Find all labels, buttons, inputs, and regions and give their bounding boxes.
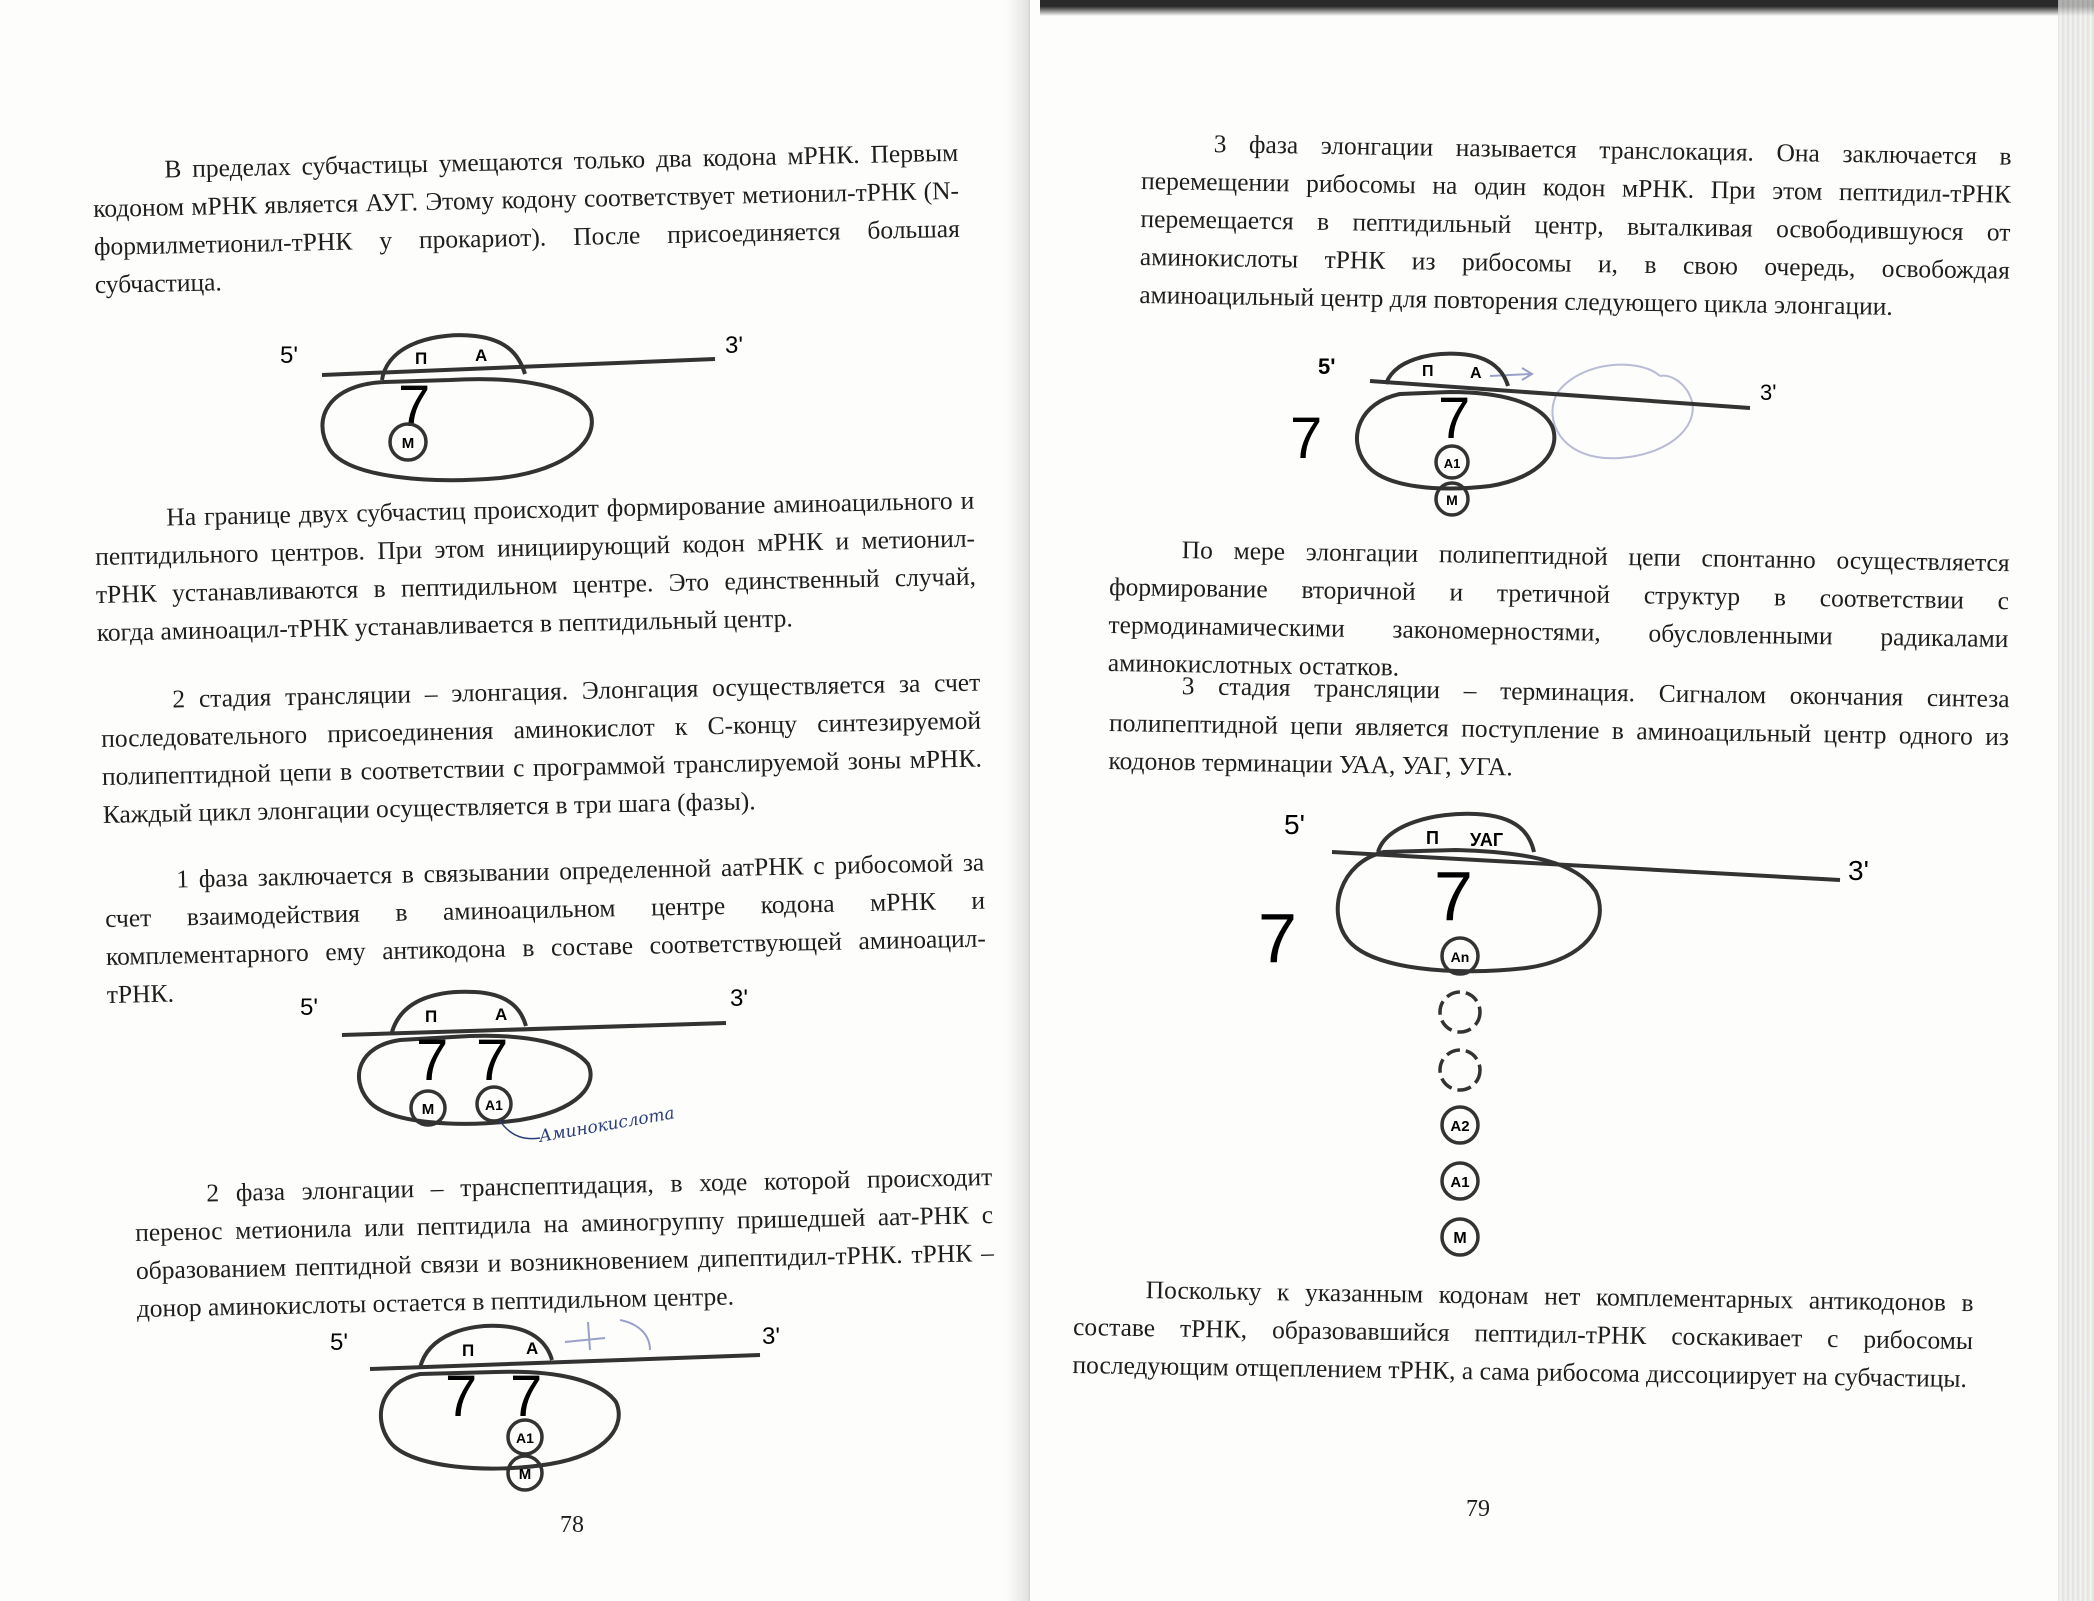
- three-prime-label: 3': [762, 1323, 780, 1350]
- amino-label-a1: А1: [485, 1097, 503, 1113]
- ribosome-diagram-initiation: [270, 328, 750, 490]
- three-prime-label: 3': [725, 332, 743, 359]
- site-p-label: П: [462, 1341, 475, 1360]
- three-prime-label: 3': [730, 985, 748, 1012]
- trna-symbol-a: 7: [510, 1364, 543, 1429]
- paragraph-termination: 3 стадия трансляции – терминация. Сигналом окончания синтеза полипептидной цепи является поступление в аминоацильный центр одного из кодонов терминации УАА, УАГ, УГА.: [1108, 671, 2010, 782]
- site-a-label: А: [1470, 365, 1482, 382]
- trna-symbol-ejected: 7: [1290, 406, 1323, 471]
- scan-top-edge: [1040, 0, 2094, 16]
- ribosome-diagram-phase1: [290, 960, 770, 1150]
- amino-label-an: Аn: [1450, 949, 1470, 965]
- amino-label-a2: А2: [1450, 1118, 1470, 1135]
- site-a-label: А: [475, 346, 488, 365]
- five-prime-label: 5': [300, 994, 318, 1021]
- trna-symbol-p: 7: [1438, 386, 1471, 451]
- mrna-strand: [342, 1023, 726, 1035]
- mrna-strand: [1332, 852, 1840, 880]
- trna-symbol: 7: [398, 374, 431, 439]
- left-page: [0, 0, 1030, 1601]
- site-a-label: А: [495, 1005, 508, 1024]
- circle-blank-2: [1440, 1050, 1480, 1090]
- amino-label-a1: А1: [1450, 1174, 1470, 1191]
- page-edges: [2058, 0, 2094, 1601]
- circle-blank-1: [1440, 992, 1480, 1032]
- stop-codon-label: УАГ: [1470, 830, 1504, 850]
- three-prime-label: 3': [1760, 380, 1777, 405]
- page-number: 79: [1466, 1496, 1490, 1522]
- small-subunit: [359, 1036, 591, 1124]
- page-number: 78: [560, 1512, 584, 1538]
- site-p-label: П: [425, 1007, 438, 1026]
- paragraph-elongation: 2 стадия трансляции – элонгация. Элонгация осуществляется за счет последовательного присоединения аминокислот к С-концу синтезируемой полипептидной цепи в соответствии с программой транслируемой зоны мРНК. Каждый цикл элонгации осуществляется в три шага (фазы).: [100, 667, 983, 829]
- paragraph-phase-2: 2 фаза элонгации – транспептидация, в ходе которой происходит перенос метионила или пептидила на аминогруппу пришедшей аат-РНК с образованием пептидной связи и возникновением дипептидил-тРНК. тРНК – донор аминокислоты остается в пептидильном центре.: [134, 1162, 995, 1323]
- paragraph-centers-formation: На границе двух субчастиц происходит формирование аминоацильного и пептидильного центров. При этом инициирующий кодон мРНК и метионил-тРНК устанавливаются в пептидильном центре. Это единственный случай, когда аминоацил-тРНК устанавливается в пептидильный центр.: [94, 485, 977, 647]
- small-subunit: [381, 1372, 619, 1469]
- trna-symbol-p: 7: [416, 1028, 449, 1093]
- handwritten-ribosome-outline: [1552, 365, 1692, 459]
- paragraph-phase-3: 3 фаза элонгации называется транслокация. Она заключается в перемещении рибосомы на один кодон мРНК. При этом пептидил-тРНК перемещается в пептидильный центр, выталкивая освободившуюся от аминокислоты тРНК из рибосомы и, в свою очередь, освобождая аминоацильный центр для повторения следующего цикла элонгации.: [1139, 129, 2012, 321]
- three-prime-label: 3': [1848, 855, 1869, 886]
- ribosome-diagram-translocation: [1290, 346, 1810, 526]
- ribosome-diagram-termination: [1256, 800, 1896, 1270]
- trna-symbol-p: 7: [445, 1364, 478, 1429]
- amino-label-a1: А1: [516, 1430, 534, 1446]
- site-a-label: А: [526, 1339, 539, 1358]
- ribosome-diagram-phase2: [320, 1310, 800, 1520]
- paragraph-dissociation: Поскольку к указанным кодонам нет комплементарных антикодонов в составе тРНК, образовавшийся пептидил-тРНК соскакивает с рибосомы последующим отщеплением тРНК, а сама рибосома диссоциирует на субчастицы.: [1072, 1275, 1974, 1394]
- paragraph-secondary-structure: По мере элонгации полипептидной цепи спонтанно осуществляется формирование вторичной и третичной структур в соответствии с термодинамическими закономерностями, обусловленными радикалами аминокислотных остатков.: [1107, 535, 2010, 682]
- amino-label-a1: А1: [1443, 456, 1461, 471]
- paragraph-subunit-codons: В пределах субчастицы умещаются только два кодона мРНК. Первым кодоном мРНК является АУГ. Этому кодону соответствует метионил-тРНК (N-формилметионил-тРНК у прокариот). После присоединяется большая субчастица.: [92, 137, 961, 299]
- amino-label-m: М: [518, 1466, 532, 1483]
- amino-label-m: М: [1446, 492, 1458, 508]
- paragraph-phase-1: 1 фаза заключается в связывании определенной аатРНК с рибосомой за счет взаимодействия в аминоацильном центре кодона мРНК и комплементарного ему антикодона в составе соответствующей аминоацил-тРНК.: [104, 847, 987, 1009]
- handwritten-note: Аминокислота: [537, 1103, 677, 1147]
- right-page: [1030, 0, 2094, 1601]
- amino-label-m: М: [401, 435, 415, 452]
- amino-label-m: М: [421, 1101, 435, 1118]
- five-prime-label: 5': [280, 342, 298, 369]
- site-p-label: П: [1426, 828, 1439, 848]
- large-subunit: [1378, 814, 1534, 852]
- site-p-label: П: [415, 349, 428, 368]
- mrna-strand: [370, 1355, 760, 1369]
- site-p-label: П: [1422, 363, 1434, 380]
- handwritten-scribble: [565, 1320, 650, 1350]
- five-prime-label: 5': [1284, 809, 1305, 840]
- five-prime-label: 5': [330, 1329, 348, 1356]
- five-prime-label: 5': [1318, 354, 1336, 379]
- amino-label-m: М: [1453, 1230, 1467, 1247]
- trna-symbol-a: 7: [476, 1028, 509, 1093]
- handwritten-arrow: [1490, 368, 1532, 380]
- trna-symbol-p: 7: [1434, 857, 1473, 935]
- small-subunit: [322, 379, 591, 480]
- large-subunit: [1386, 354, 1508, 386]
- trna-symbol-ejected: 7: [1258, 899, 1297, 977]
